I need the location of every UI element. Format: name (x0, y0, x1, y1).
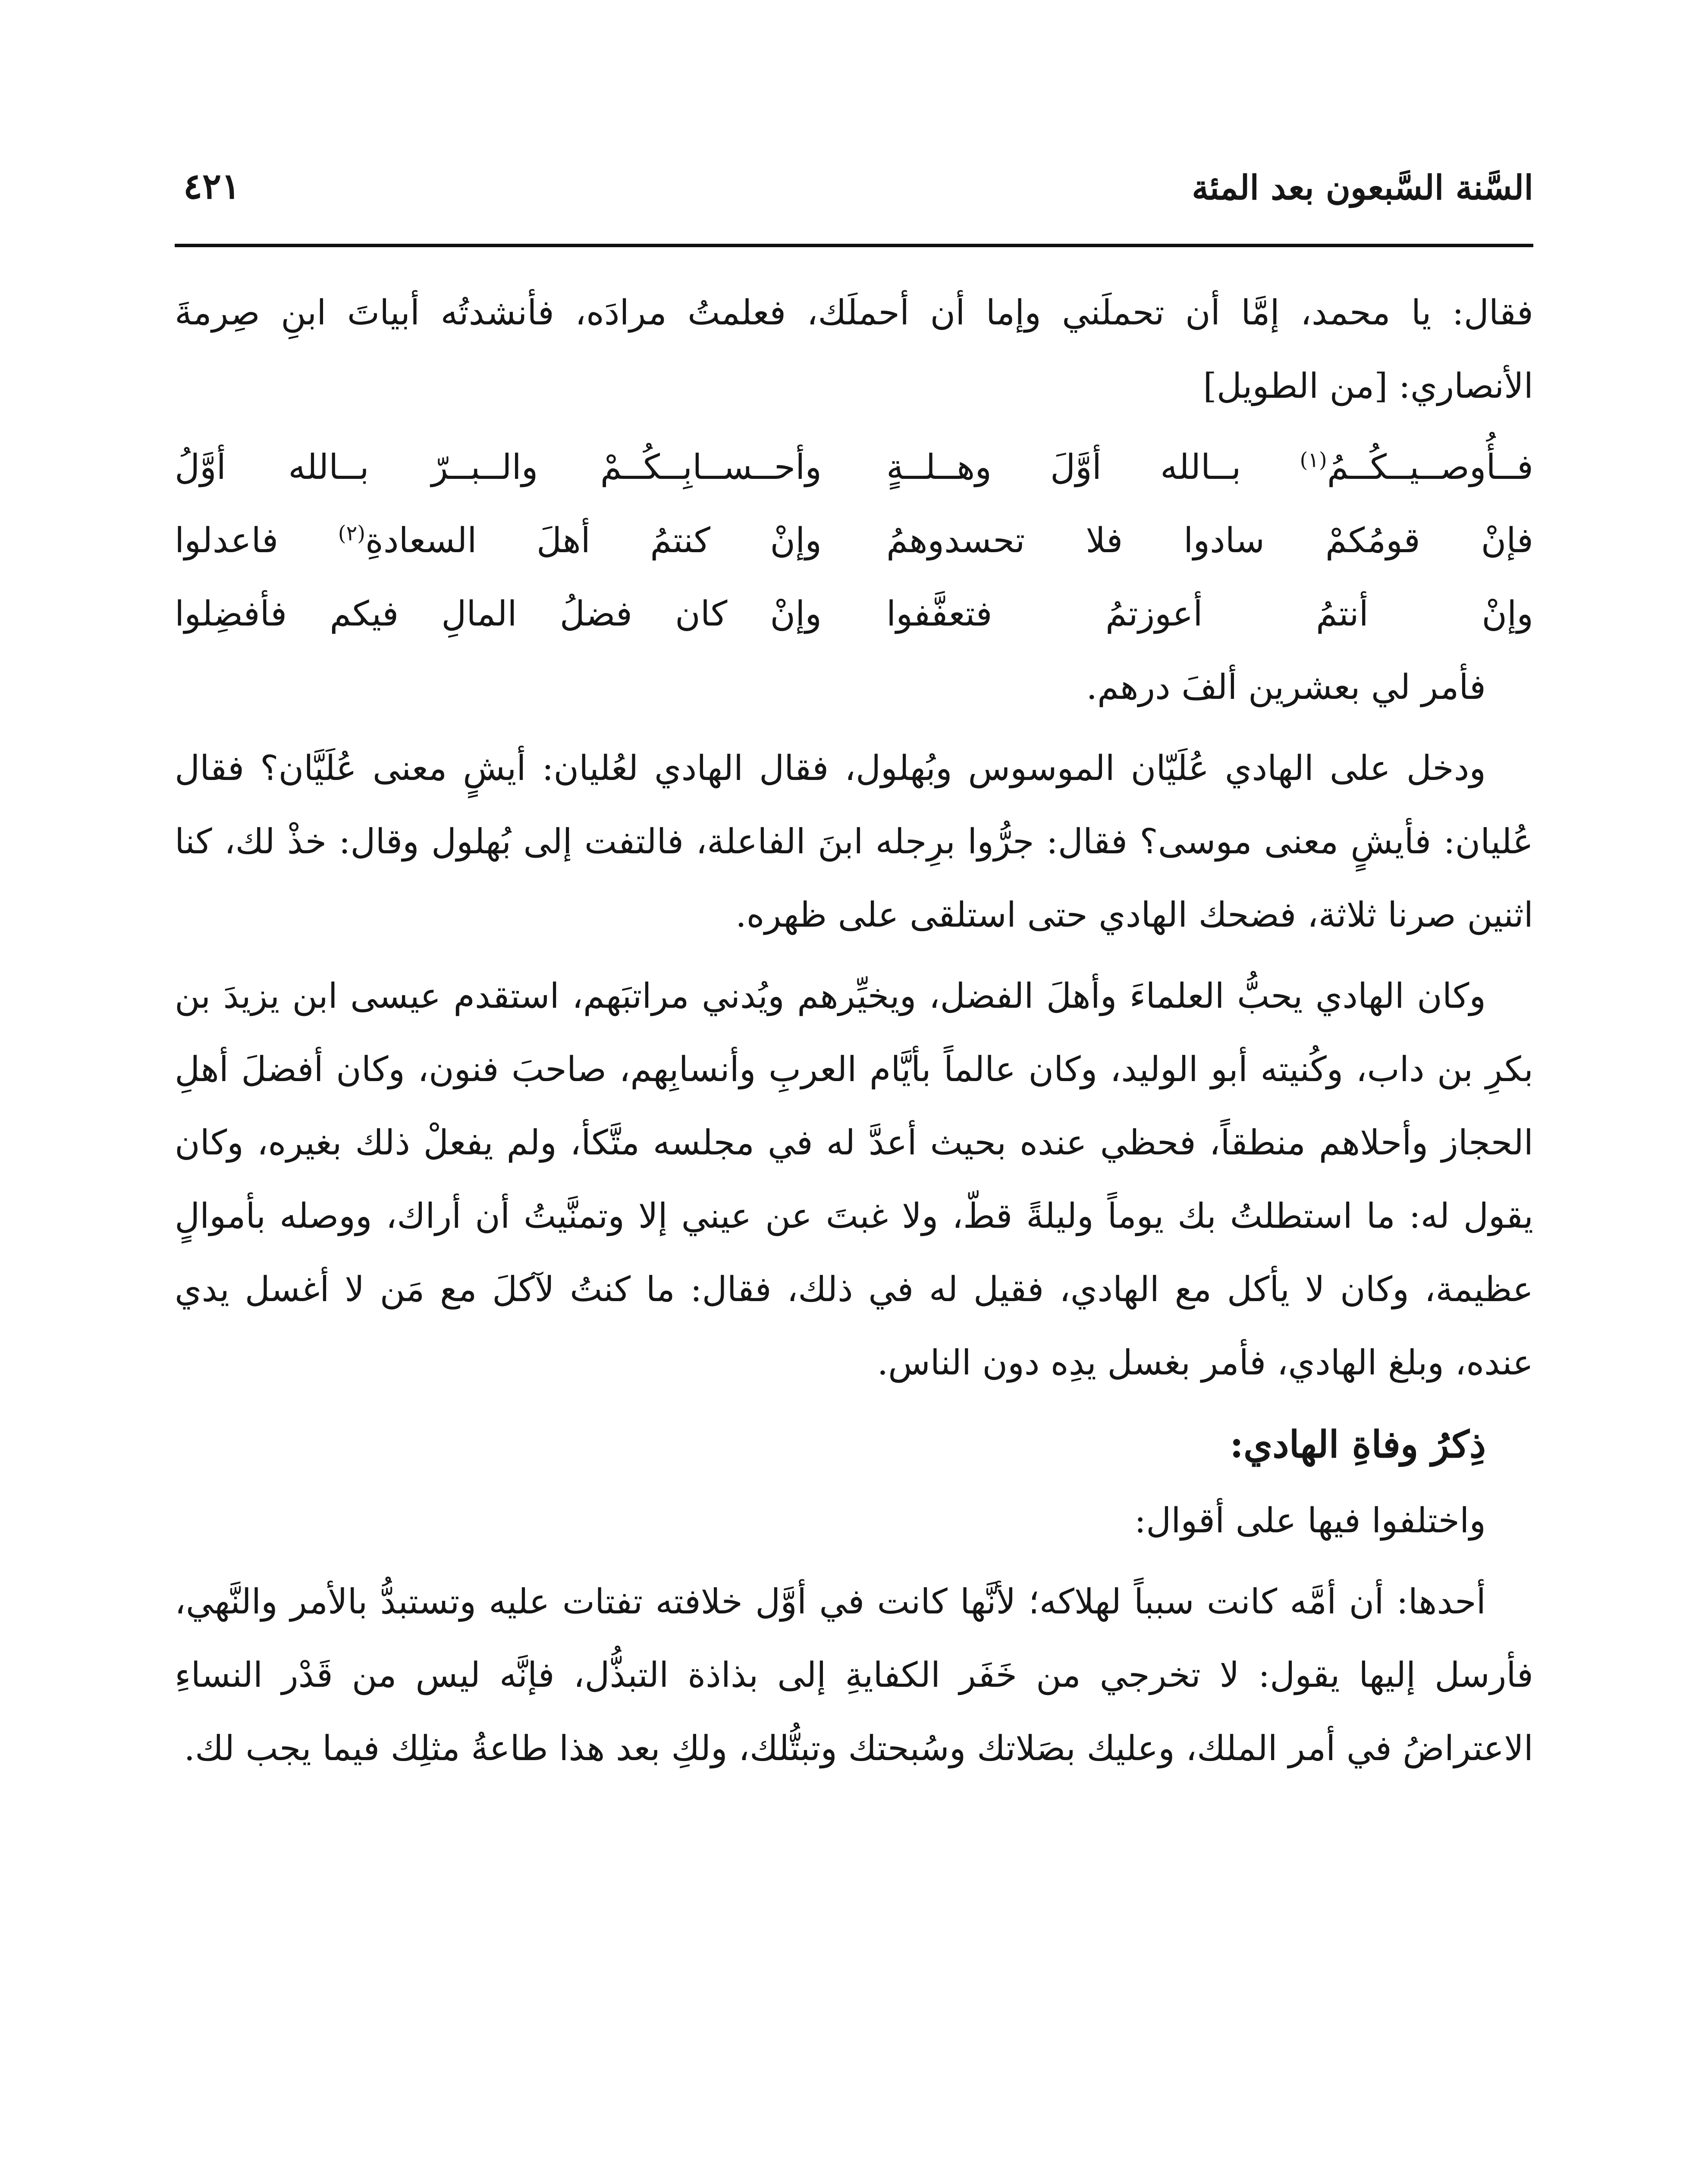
verse-2-left-head: وإنْ كنتمُ أهلَ السعادةِ (365, 520, 822, 560)
opening-paragraph: فقال: يا محمد، إمَّا أن تحملَني وإما أن أحملَك، فعلمتُ مرادَه، فأنشدتُه أبياتَ ابنِ صِرمةَ الأنصاري: [من الطويل] (175, 292, 1533, 406)
verse-1-right-tail: بــالله أوَّلَ وهــلــةٍ (886, 447, 1241, 487)
footnote-marker-2: (٢) (338, 521, 365, 546)
section-title: ذِكرُ وفاةِ الهادي: (1230, 1423, 1486, 1466)
poem-verse-3 (175, 577, 1533, 651)
poem-verse-1 (175, 431, 1533, 504)
verse-2-right-hemistich: فإنْ قومُكمْ سادوا فلا تحسدوهمُ (886, 520, 1533, 560)
page-number: ٤٢١ (183, 166, 241, 207)
footnote-marker-1: (١) (1300, 448, 1327, 472)
verse-2-left-hemistich (175, 504, 822, 577)
page-header (175, 153, 1533, 231)
verse-1-right-text: فــأُوصــيــكُــمُ (1327, 447, 1533, 487)
scholars-paragraph: وكان الهادي يحبُّ العلماءَ وأهلَ الفضل، ويخيِّرهم ويُدني مراتبَهم، استقدم عيسى ابن يزيدَ بن بكرِ بن داب، وكُنيته أبو الوليد، وكان عالماً بأيَّام العربِ وأنسابِهم، صاحبَ فنون، وكان أفضلَ أهلِ الحجاز وأحلاهم منطقاً، فحظي عنده بحيث أعدَّ له في مجلسه متَّكأ، ولم يفعلْ ذلك بغيره، وكان يقول له: ما استطلتُ بك يوماً وليلةً قطّ، ولا غبتَ عن عيني إلا وتمنَّيتُ أن أراك، ووصله بأموالٍ عظيمة، وكان لا يأكل مع الهادي، فقيل له في ذلك، فقال: ما كنتُ لآكلَ مع مَن لا أغسل يدي عنده، وبلغ الهادي، فأمر بغسل يدِه دون الناس. (175, 976, 1534, 1383)
main-text (175, 276, 1533, 1793)
death-paragraph: أحدها: أن أمَّه كانت سبباً لهلاكه؛ لأنَّها كانت في أوَّل خلافته تفتات عليه وتستبدُّ بالأمر والنَّهي، فأرسل إليها يقول: لا تخرجي من خَفَر الكفايةِ إلى بذاذة التبذُّل، فإنَّه ليس من قَدْر النساءِ الاعتراضُ في أمر الملك، وعليك بصَلاتك وسُبحتك وتبتُّلك، ولكِ بعد هذا طاعةُ مثلِك فيما يجب لك. (175, 1582, 1533, 1768)
verse-3-left-hemistich: وإنْ كان فضلُ المالِ فيكم فأفضِلوا (175, 594, 822, 634)
section-intro: واختلفوا فيها على أقوال: (1134, 1500, 1486, 1541)
running-title: السَّنة السَّبعون بعد المئة (1192, 168, 1533, 208)
verse-note: فأمر لي بعشرين ألفَ درهم. (1086, 667, 1486, 707)
poem-verse-2 (175, 504, 1533, 577)
ulayyan-paragraph: ودخل على الهادي عُلَيّان الموسوس وبُهلول، فقال الهادي لعُليان: أيشٍ معنى عُلَيَّان؟ فقال عُليان: فأيشٍ معنى موسى؟ فقال: جرُّوا برِجله ابنَ الفاعلة، فالتفت إلى بُهلول وقال: خذْ لك، كنا اثنين صرنا ثلاثة، فضحك الهادي حتى استلقى على ظهره. (175, 748, 1534, 935)
verse-2-left-tail: فاعدلوا (175, 520, 279, 560)
header-rule (175, 244, 1533, 247)
verse-1-right-hemistich (886, 431, 1533, 504)
verse-1-left-hemistich: وأحــســابِــكُــمْ والــبــرّ بــالله أوَّلُ (175, 447, 822, 487)
verse-3-right-hemistich: وإنْ أنتمُ أعوزتمُ فتعفَّفوا (886, 594, 1533, 634)
